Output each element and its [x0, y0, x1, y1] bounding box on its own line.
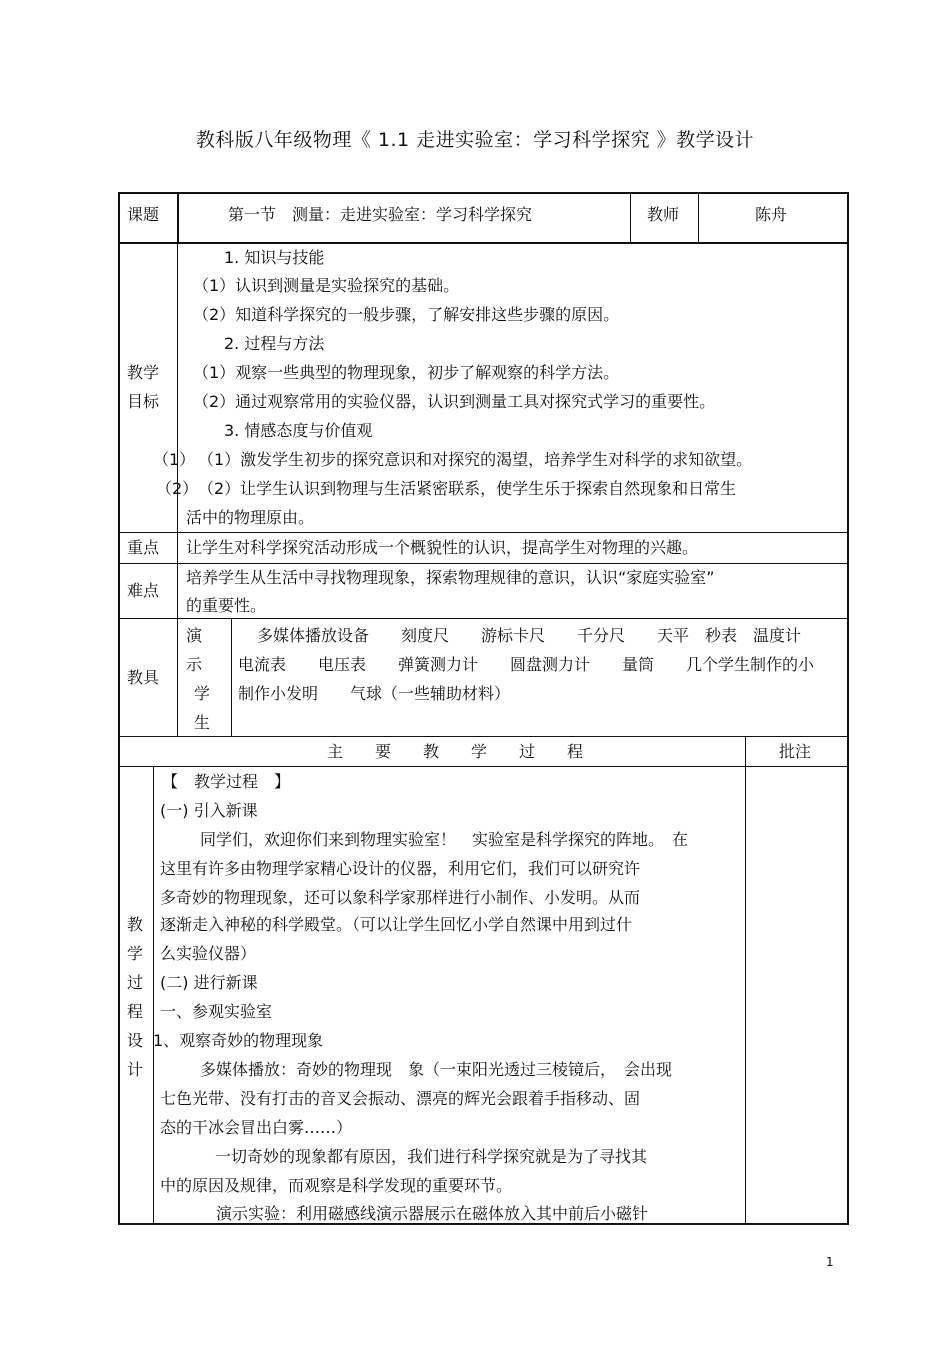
objective-line: 活中的物理原由。: [186, 508, 315, 527]
design-label-char: 教: [127, 915, 144, 934]
notes-header: 批注: [779, 742, 812, 761]
design-line: 态的干冰会冒出白雾……）: [160, 1118, 353, 1137]
design-line: 逐渐走入神秘的科学殿堂。（可以让学生回忆小学自然课中用到过什: [160, 915, 633, 934]
design-line: 七色光带、没有打击的音叉会振动、漂亮的辉光会跟着手指移动、固: [160, 1089, 641, 1108]
objective-line: （2）知道科学探究的一般步骤，了解安排这些步骤的原因。: [193, 305, 620, 324]
design-line: 【 教学过程 】: [162, 772, 291, 791]
design-label-char: 设: [127, 1031, 144, 1050]
teacher-label: 教师: [647, 205, 680, 224]
tools-sub-char: 演: [186, 626, 203, 645]
design-line: (二) 进行新课: [160, 973, 258, 992]
design-line: 一切奇妙的现象都有原因，我们进行科学探究就是为了寻找其: [215, 1147, 648, 1166]
page-number: 1: [826, 1255, 834, 1269]
process-header: 主 要 教 学 过 程: [327, 742, 584, 761]
objective-prefix: （1）: [153, 450, 196, 469]
difficulty-line: 的重要性。: [186, 596, 267, 615]
objectives-label-1: 教学: [127, 363, 160, 382]
design-label-char: 程: [127, 1002, 144, 1021]
design-label-char: 计: [127, 1060, 144, 1079]
objective-line: 3. 情感态度与价值观: [224, 421, 373, 440]
teacher-value: 陈舟: [755, 205, 788, 224]
design-line: 1、观察奇妙的物理现象: [153, 1031, 324, 1050]
tools-label: 教具: [127, 668, 160, 687]
tools-line: 制作小发明 气球（一些辅助材料）: [238, 684, 511, 703]
design-line: 多奇妙的物理现象，还可以象科学家那样进行小制作、小发明。从而: [160, 888, 641, 907]
key-point-text: 让学生对科学探究活动形成一个概貌性的认识，提高学生对物理的兴趣。: [186, 538, 699, 557]
objective-line: （1）认识到测量是实验探究的基础。: [193, 276, 460, 295]
objective-line: 1. 知识与技能: [224, 248, 325, 267]
tools-line: 多媒体播放设备 刻度尺 游标卡尺 千分尺 天平 秒表 温度计: [257, 626, 802, 645]
design-line: 多媒体播放：奇妙的物理现 象（一束阳光透过三棱镜后， 会出现: [200, 1060, 673, 1079]
difficulty-line: 培养学生从生活中寻找物理现象，探索物理规律的意识，认识“家庭实验室”: [186, 568, 715, 587]
document-title: 教科版八年级物理《 1.1 走进实验室：学习科学探究 》教学设计: [195, 129, 755, 151]
objective-prefix: （2）: [156, 479, 199, 498]
design-line: 同学们，欢迎你们来到物理实验室！ 实验室是科学探究的阵地。 在: [200, 830, 689, 849]
design-line: 这里有许多由物理学家精心设计的仪器，利用它们，我们可以研究许: [160, 859, 641, 878]
objective-line: 2. 过程与方法: [224, 334, 325, 353]
design-line: 一、参观实验室: [160, 1002, 273, 1021]
design-line: 么实验仪器）: [160, 944, 257, 963]
objective-line: （2）通过观察常用的实验仪器，认识到测量工具对探究式学习的重要性。: [193, 392, 716, 411]
tools-sub-char: 示: [186, 655, 203, 674]
design-label-char: 过: [127, 973, 144, 992]
objective-line: （1）激发学生初步的探究意识和对探究的渴望，培养学生对科学的求知欲望。: [198, 450, 753, 469]
objective-line: （1）观察一些典型的物理现象，初步了解观察的科学方法。: [193, 363, 620, 382]
topic-value: 第一节 测量：走进实验室：学习科学探究: [228, 205, 533, 224]
topic-label: 课题: [127, 205, 160, 224]
design-line: 演示实验：利用磁感线演示器展示在磁体放入其中前后小磁针: [216, 1204, 649, 1223]
design-line: (一) 引入新课: [160, 801, 258, 820]
design-line: 中的原因及规律，而观察是科学发现的重要环节。: [160, 1176, 513, 1195]
key-point-label: 重点: [127, 538, 160, 557]
tools-sub-char: 生: [194, 713, 211, 732]
objective-line: （2）让学生认识到物理与生活紧密联系，使学生乐于探索自然现象和日常生: [198, 479, 737, 498]
tools-sub-char: 学: [194, 684, 211, 703]
tools-line: 电流表 电压表 弹簧测力计 圆盘测力计 量筒 几个学生制作的小: [238, 655, 815, 674]
objectives-label-2: 目标: [127, 392, 160, 411]
difficulty-label: 难点: [127, 581, 160, 600]
design-label-char: 学: [127, 944, 144, 963]
